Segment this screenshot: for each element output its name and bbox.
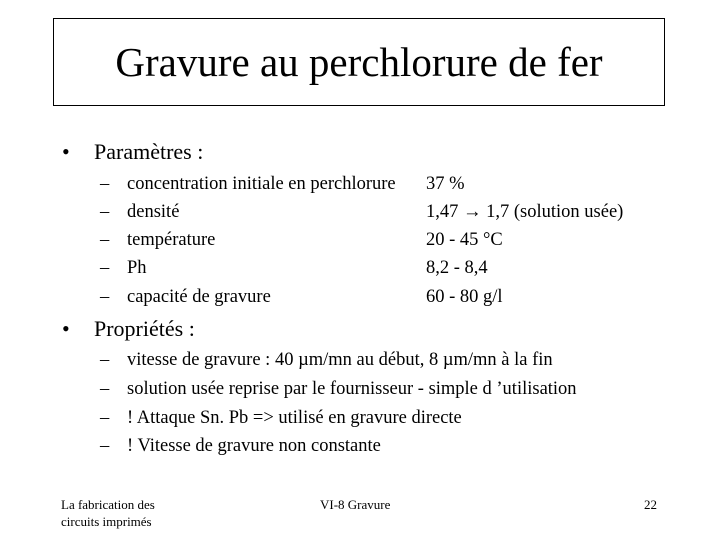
dash-icon: – (100, 287, 110, 307)
dash-icon: – (100, 350, 110, 370)
dash-icon: – (100, 379, 110, 399)
property-text: ! Attaque Sn. Pb => utilisé en gravure directe (127, 408, 462, 428)
slide-title: Gravure au perchlorure de fer (115, 38, 603, 85)
param-value: 60 - 80 g/l (426, 287, 503, 307)
param-label: Ph (127, 258, 147, 278)
param-label: température (127, 230, 216, 250)
footer-center: VI-8 Gravure (320, 497, 391, 512)
dash-icon: – (100, 174, 110, 194)
param-label: capacité de gravure (127, 287, 271, 307)
footer-left-line1: La fabrication des (61, 497, 155, 512)
param-value: 37 % (426, 174, 465, 194)
section-proprietes (62, 314, 195, 344)
property-text: solution usée reprise par le fournisseur - simple d ’utilisation (127, 379, 577, 399)
bullet-icon: • (62, 139, 70, 164)
dash-icon: – (100, 408, 110, 428)
dash-icon: – (100, 436, 110, 456)
param-label: densité (127, 202, 180, 222)
section-heading: Paramètres : (94, 139, 204, 164)
bullet-icon: • (62, 316, 70, 341)
dash-icon: – (100, 230, 110, 250)
title-box (53, 18, 665, 106)
property-text: ! Vitesse de gravure non constante (127, 436, 381, 456)
param-label: concentration initiale en perchlorure (127, 174, 396, 194)
dash-icon: – (100, 202, 110, 222)
section-heading: Propriétés : (94, 316, 195, 341)
section-parametres (62, 137, 203, 167)
footer-left-line2: circuits imprimés (61, 514, 152, 529)
dash-icon: – (100, 258, 110, 278)
page-number: 22 (644, 497, 657, 512)
param-value: 8,2 - 8,4 (426, 258, 488, 278)
param-value: 20 - 45 °C (426, 230, 503, 250)
param-value: 1,47 → 1,7 (solution usée) (426, 202, 624, 222)
property-text: vitesse de gravure : 40 µm/mn au début, 8 µm/mn à la fin (127, 350, 553, 370)
footer-left (61, 496, 155, 530)
